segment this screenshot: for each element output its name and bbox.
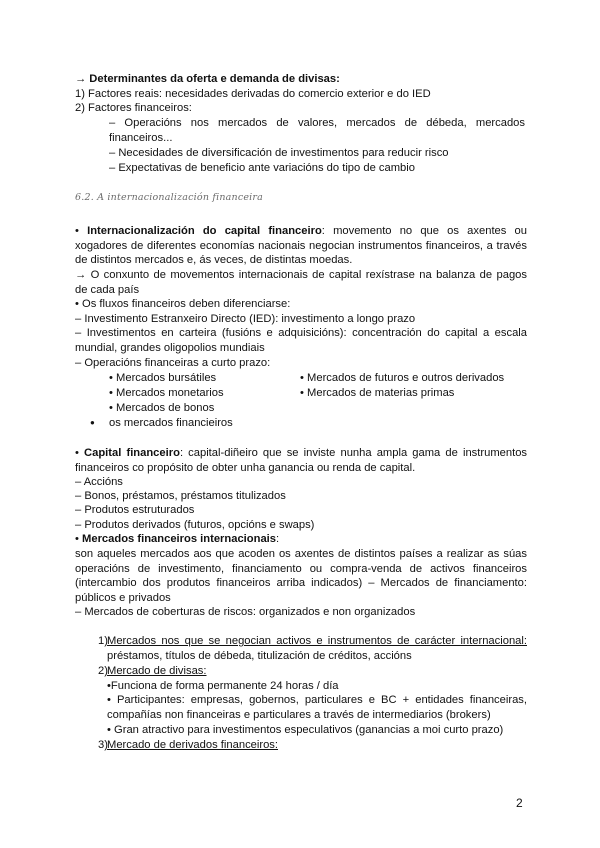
market-financieiros: os mercados financieiros	[109, 417, 233, 429]
intl-def: : movemento no que os axentes ou xogadores de diferentes economías nacionais negocian instrumentos financeiros, a través de distintos mercados e, ás veces, de distintas moedas.	[75, 225, 527, 267]
list-item-1-rest: préstamos, títulos de débeda, titulización de créditos, accións	[107, 649, 412, 662]
market-materias: • Mercados de materias primas	[300, 387, 455, 399]
capital-def: : capital-diñeiro que se inviste nunha ampla gama de instrumentos financeiros co propósito de obter unha ganancia ou renda de capital.	[75, 447, 528, 474]
list-item-2-a: •Funciona de forma permanente 24 horas / día	[107, 680, 339, 692]
markets-heading: • Mercados financeiros internacionais:	[75, 533, 280, 545]
capital-item-accions: – Accións	[75, 476, 123, 488]
capital-item-estruturados: – Produtos estruturados	[75, 504, 195, 516]
factor-1: 1) Factores reais: necesidades derivadas do comercio exterior e do IED	[75, 88, 431, 100]
markets-definition: son aqueles mercados aos que acoden os axentes de distintos países a realizar as súas operacións de investimento, financiamento ou compra-venda de activos financeiros (intercambio dos produtos financeiros arriba indicados) – Mercados de financiamento: públicos e privados	[75, 548, 527, 604]
market-monetarios: • Mercados monetarios	[109, 387, 224, 399]
capital-item-bonos: – Bonos, préstamos, préstamos titulizados	[75, 490, 286, 502]
section-title: 6.2. A internacionalización financeira	[75, 192, 264, 203]
list-number-1: 1)	[98, 635, 108, 647]
intl-carteira: – Investimentos en carteira (fusións e adquisicións): concentración do capital a escala mundial, grandes oligopolios mundiais	[75, 327, 527, 354]
list-item-2-c: • Gran atractivo para investimentos especulativos (ganancias a moi curto prazo)	[107, 724, 504, 736]
list-item-3-title: Mercado de derivados financeiros:	[107, 739, 279, 751]
intl-arrow: → O conxunto de movementos internacionais de capital rexístrase na balanza de pagos de cada país	[75, 269, 527, 296]
market-bursatiles: • Mercados bursátiles	[109, 372, 217, 384]
capital-definition: • Capital financeiro: capital-diñeiro que se inviste nunha ampla gama de instrumentos financeiros co propósito de obter unha ganancia ou renda de capital.	[75, 447, 528, 474]
list-number-3: 3)	[98, 739, 108, 751]
intl-curto: – Operacións financeiras a curto prazo:	[75, 357, 271, 369]
list-item-1	[107, 634, 527, 663]
list-item-1-title: Mercados nos que se negocian activos e instrumentos de carácter internacional:	[107, 635, 527, 647]
intl-definition: • Internacionalización do capital financeiro: movemento no que os axentes ou xogadores de diferentes economías nacionais negocian instrumentos financeiros, a través de distintos mercados e, ás veces, de distintas moedas.	[75, 225, 527, 267]
intl-term: Internacionalización do capital financeiro	[87, 225, 322, 237]
list-item-2-title: Mercado de divisas:	[107, 665, 207, 677]
page-number: 2	[516, 796, 523, 810]
determinants-heading: → Determinantes da oferta e demanda de divisas:	[75, 73, 340, 85]
factor-2-sub-2: – Necesidades de diversificación de investimentos para reducir risco	[109, 147, 449, 159]
markets-term: Mercados financeiros internacionais	[82, 533, 277, 545]
list-number-2: 2)	[98, 665, 108, 677]
factor-2-sub-3: – Expectativas de beneficio ante variacións do tipo de cambio	[109, 162, 415, 174]
list-item-2-b: • Participantes: empresas, gobernos, particulares e BC + entidades financeiras, compañías non financeiras e particulares a través de intermediarios (brokers)	[107, 694, 527, 721]
market-last-bullet: ●	[90, 418, 95, 427]
markets-coverage: – Mercados de coberturas de riscos: organizados e non organizados	[75, 606, 416, 618]
market-bonos: • Mercados de bonos	[109, 402, 215, 414]
capital-term: Capital financeiro	[84, 447, 180, 459]
intl-ied: – Investimento Estranxeiro Directo (IED): investimento a longo prazo	[75, 313, 416, 325]
intl-flows: • Os fluxos financeiros deben diferenciarse:	[75, 298, 291, 310]
markets-colon: :	[276, 533, 280, 545]
factor-2: 2) Factores financeiros:	[75, 102, 192, 114]
factor-2-sub-1: – Operacións nos mercados de valores, mercados de débeda, mercados financeiros...	[109, 117, 525, 144]
capital-item-derivados: – Produtos derivados (futuros, opcións e swaps)	[75, 519, 315, 531]
market-futuros: • Mercados de futuros e outros derivados	[300, 372, 505, 384]
